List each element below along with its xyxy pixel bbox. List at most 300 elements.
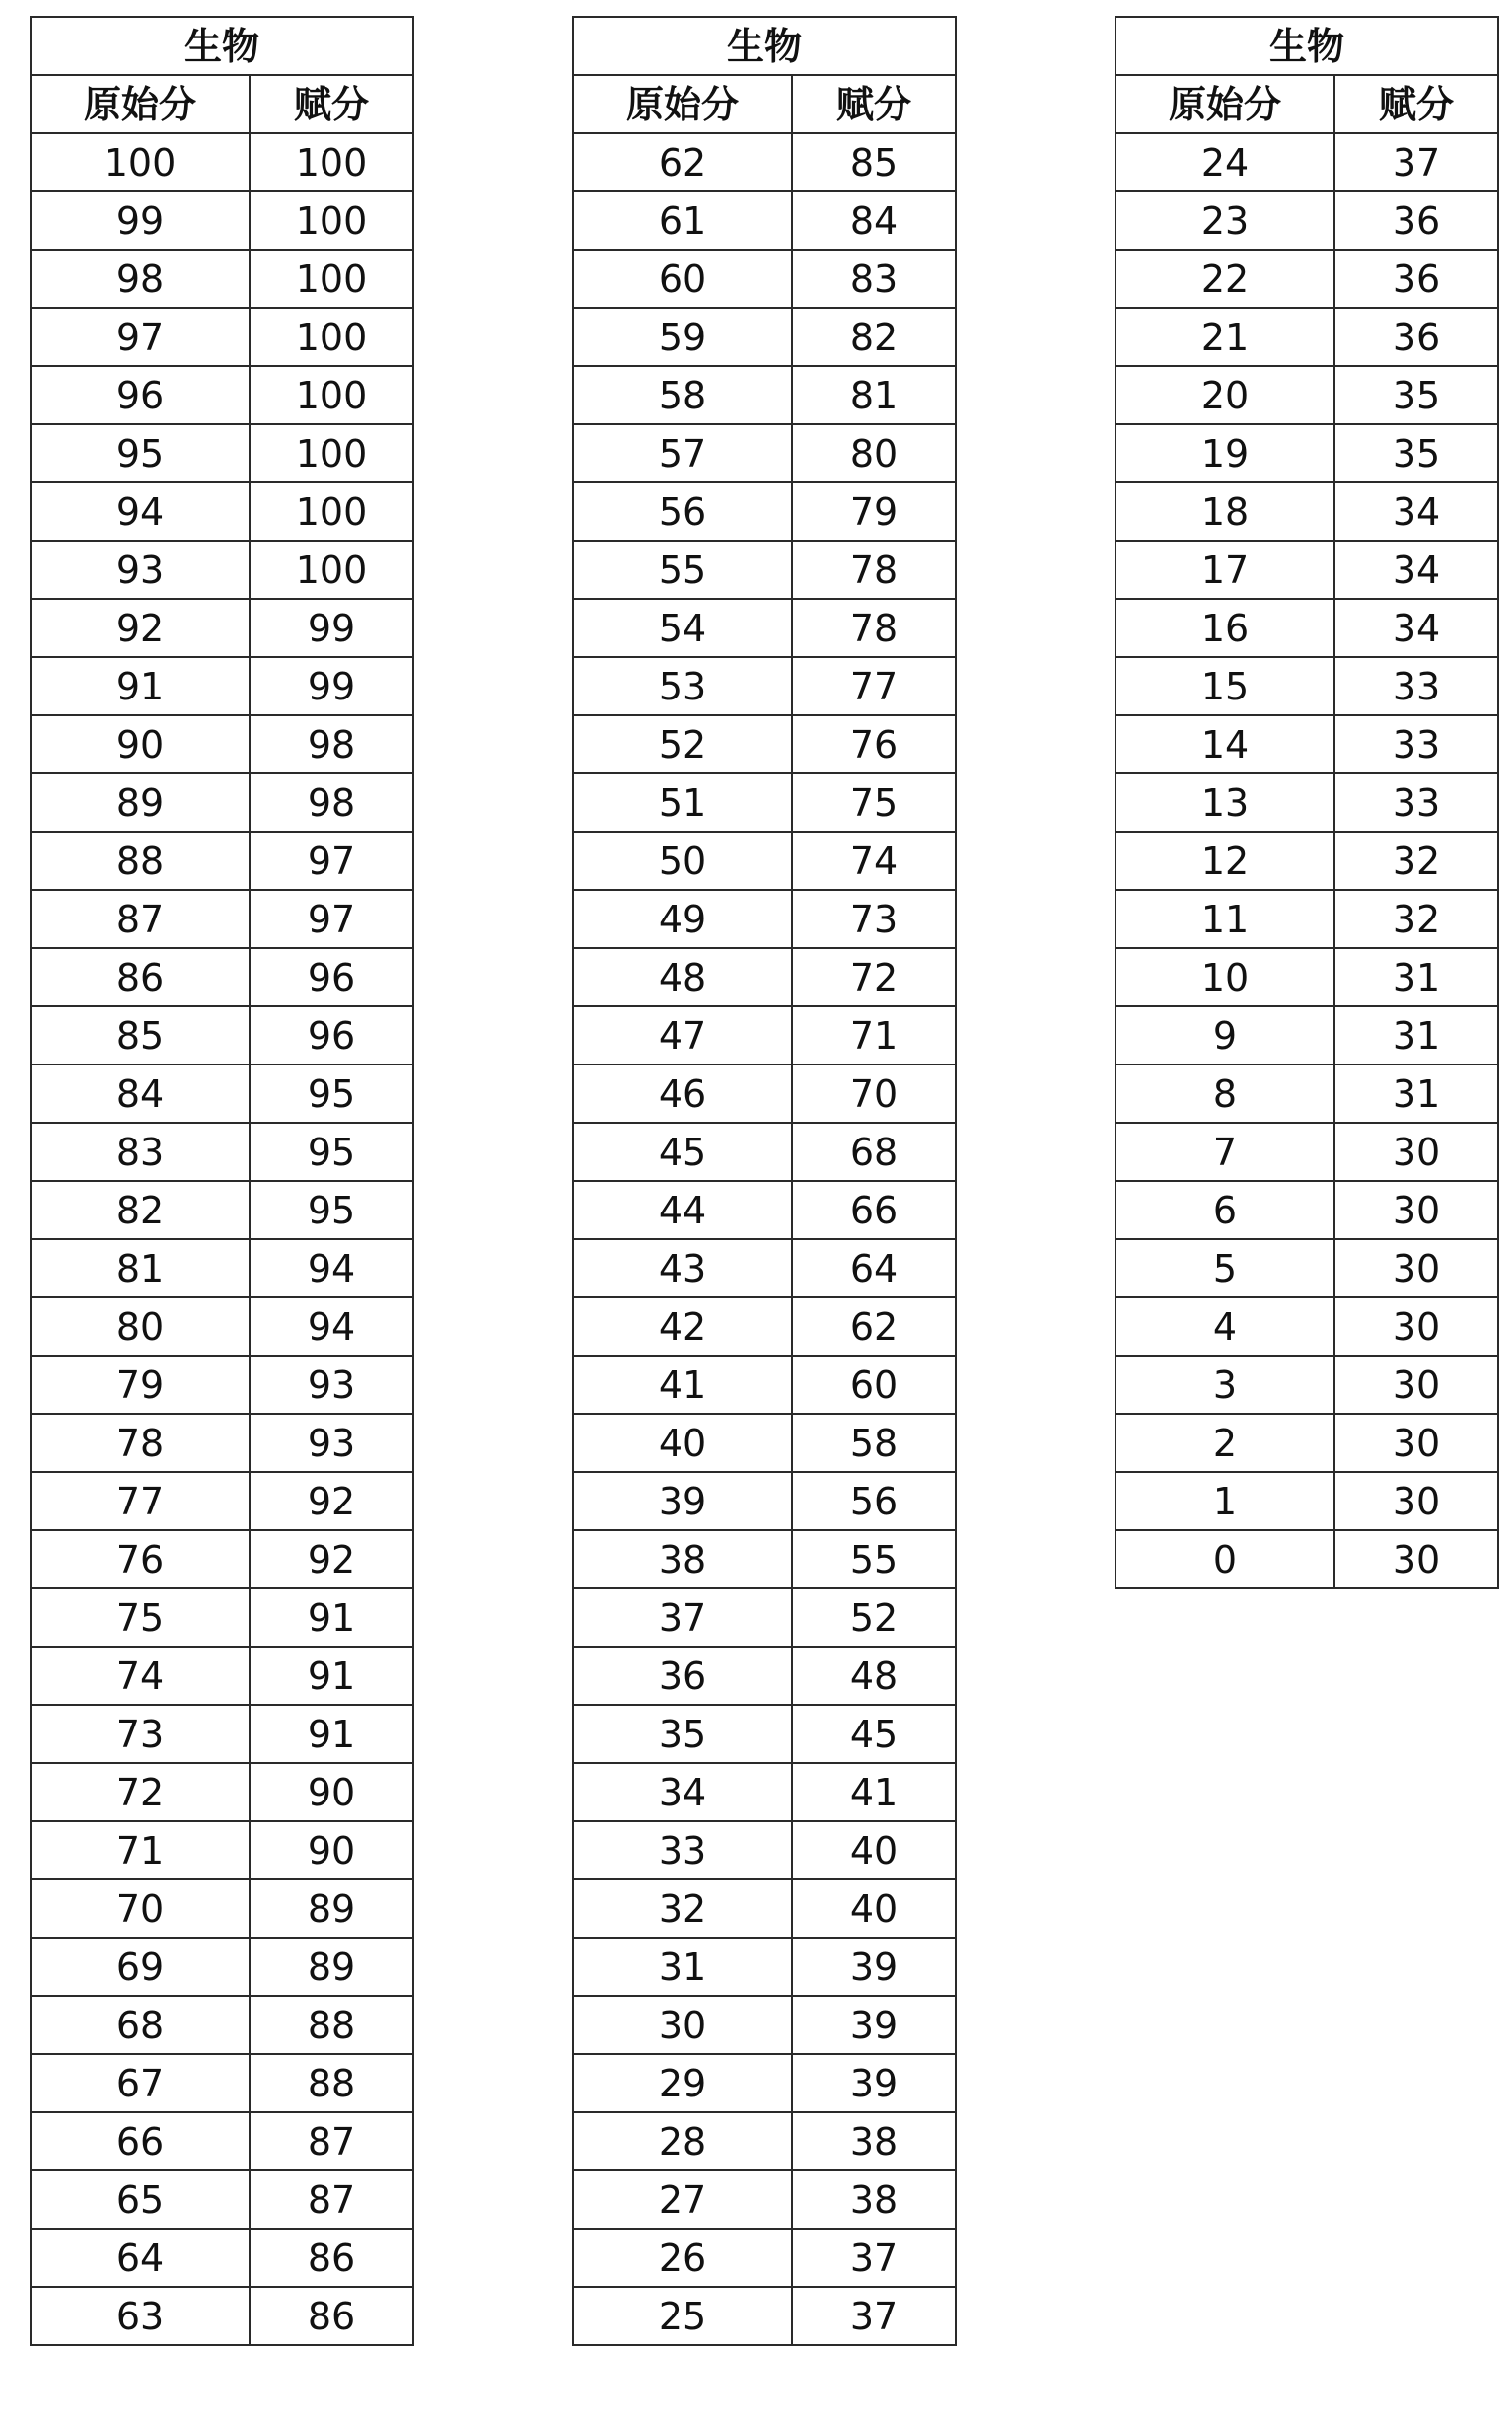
raw-score-cell: 76 [31,1530,250,1588]
assigned-score-cell: 36 [1334,250,1498,308]
table-row [573,2229,956,2287]
raw-score-cell: 78 [31,1414,250,1472]
raw-score-header: 原始分 [31,75,250,133]
assigned-score-cell: 86 [250,2229,413,2287]
raw-score-cell: 32 [573,1879,792,1938]
assigned-score-cell: 97 [250,832,413,890]
table-row [573,1472,956,1530]
table-row [31,832,413,890]
table-row [1116,948,1498,1006]
table-row [31,1414,413,1472]
table-row [31,1763,413,1821]
table-row [1116,890,1498,948]
raw-score-cell: 92 [31,599,250,657]
assigned-score-cell: 100 [250,191,413,250]
assigned-score-cell: 34 [1334,482,1498,541]
table-row [31,308,413,366]
raw-score-cell: 72 [31,1763,250,1821]
raw-score-cell: 89 [31,773,250,832]
table-row [1116,191,1498,250]
raw-score-cell: 93 [31,541,250,599]
assigned-score-cell: 30 [1334,1530,1498,1588]
raw-score-cell: 20 [1116,366,1334,424]
assigned-score-cell: 71 [792,1006,956,1065]
assigned-score-cell: 93 [250,1356,413,1414]
raw-score-cell: 74 [31,1647,250,1705]
table-row [31,657,413,715]
assigned-score-cell: 87 [250,2170,413,2229]
assigned-score-cell: 91 [250,1647,413,1705]
raw-score-cell: 13 [1116,773,1334,832]
assigned-score-cell: 52 [792,1588,956,1647]
assigned-score-cell: 41 [792,1763,956,1821]
assigned-score-cell: 96 [250,1006,413,1065]
raw-score-cell: 12 [1116,832,1334,890]
table-row [573,424,956,482]
raw-score-cell: 59 [573,308,792,366]
table-row [1116,1356,1498,1414]
assigned-score-cell: 81 [792,366,956,424]
assigned-score-cell: 33 [1334,657,1498,715]
score-table-3 [1115,16,1499,1589]
raw-score-cell: 26 [573,2229,792,2287]
assigned-score-cell: 95 [250,1065,413,1123]
raw-score-cell: 40 [573,1414,792,1472]
assigned-score-cell: 64 [792,1239,956,1297]
assigned-score-cell: 30 [1334,1239,1498,1297]
assigned-score-cell: 40 [792,1821,956,1879]
table-row [31,1705,413,1763]
assigned-score-cell: 32 [1334,890,1498,948]
raw-score-cell: 35 [573,1705,792,1763]
table-row [573,1996,956,2054]
assigned-score-cell: 78 [792,541,956,599]
raw-score-cell: 19 [1116,424,1334,482]
raw-score-cell: 91 [31,657,250,715]
table-row [31,1297,413,1356]
table-row [573,1588,956,1647]
table-row [573,1414,956,1472]
assigned-score-cell: 38 [792,2170,956,2229]
assigned-score-cell: 80 [792,424,956,482]
table-row [573,250,956,308]
raw-score-cell: 23 [1116,191,1334,250]
raw-score-cell: 1 [1116,1472,1334,1530]
raw-score-cell: 66 [31,2112,250,2170]
assigned-score-cell: 45 [792,1705,956,1763]
table-row [31,890,413,948]
raw-score-cell: 79 [31,1356,250,1414]
raw-score-cell: 61 [573,191,792,250]
raw-score-cell: 64 [31,2229,250,2287]
assigned-score-cell: 100 [250,250,413,308]
table-row [573,1647,956,1705]
raw-score-cell: 30 [573,1996,792,2054]
table-row [31,599,413,657]
raw-score-cell: 71 [31,1821,250,1879]
raw-score-cell: 18 [1116,482,1334,541]
assigned-score-cell: 87 [250,2112,413,2170]
raw-score-cell: 69 [31,1938,250,1996]
assigned-score-cell: 98 [250,715,413,773]
assigned-score-cell: 97 [250,890,413,948]
raw-score-cell: 27 [573,2170,792,2229]
assigned-score-cell: 95 [250,1123,413,1181]
table-row [573,657,956,715]
table-row [573,2054,956,2112]
table-row [573,1065,956,1123]
score-table-1 [30,16,414,2346]
assigned-score-cell: 31 [1334,948,1498,1006]
assigned-score-cell: 89 [250,1938,413,1996]
assigned-score-cell: 76 [792,715,956,773]
raw-score-cell: 3 [1116,1356,1334,1414]
assigned-score-cell: 78 [792,599,956,657]
assigned-score-cell: 34 [1334,541,1498,599]
assigned-score-cell: 89 [250,1879,413,1938]
assigned-score-cell: 31 [1334,1006,1498,1065]
table-row [573,948,956,1006]
table-row [573,1239,956,1297]
table-row [573,2170,956,2229]
table-row [31,1938,413,1996]
table-row [1116,133,1498,191]
assigned-score-cell: 100 [250,482,413,541]
assigned-score-cell: 93 [250,1414,413,1472]
raw-score-cell: 62 [573,133,792,191]
table-row [1116,366,1498,424]
table-row [31,191,413,250]
assigned-score-cell: 100 [250,424,413,482]
raw-score-cell: 49 [573,890,792,948]
raw-score-cell: 16 [1116,599,1334,657]
table-row [31,1065,413,1123]
raw-score-cell: 98 [31,250,250,308]
table-row [31,1181,413,1239]
table-row [1116,599,1498,657]
assigned-score-cell: 92 [250,1472,413,1530]
assigned-score-cell: 56 [792,1472,956,1530]
assigned-score-cell: 90 [250,1821,413,1879]
raw-score-cell: 4 [1116,1297,1334,1356]
table-row [573,191,956,250]
table-row [573,1356,956,1414]
raw-score-cell: 9 [1116,1006,1334,1065]
raw-score-cell: 7 [1116,1123,1334,1181]
assigned-score-cell: 74 [792,832,956,890]
assigned-score-cell: 30 [1334,1356,1498,1414]
table-row [31,1588,413,1647]
raw-score-cell: 45 [573,1123,792,1181]
raw-score-cell: 10 [1116,948,1334,1006]
raw-score-cell: 34 [573,1763,792,1821]
assigned-score-cell: 99 [250,599,413,657]
raw-score-cell: 70 [31,1879,250,1938]
subject-header: 生物 [1116,17,1498,75]
table-row [1116,250,1498,308]
table-row [31,133,413,191]
raw-score-cell: 97 [31,308,250,366]
raw-score-cell: 24 [1116,133,1334,191]
assigned-score-cell: 30 [1334,1297,1498,1356]
assigned-score-cell: 37 [792,2287,956,2345]
table-row [1116,773,1498,832]
raw-score-cell: 11 [1116,890,1334,948]
table-row [31,773,413,832]
raw-score-cell: 57 [573,424,792,482]
assigned-score-cell: 30 [1334,1472,1498,1530]
raw-score-cell: 68 [31,1996,250,2054]
assigned-score-cell: 66 [792,1181,956,1239]
raw-score-cell: 6 [1116,1181,1334,1239]
table-row [31,2170,413,2229]
assigned-score-cell: 55 [792,1530,956,1588]
assigned-score-cell: 77 [792,657,956,715]
raw-score-cell: 22 [1116,250,1334,308]
raw-score-cell: 58 [573,366,792,424]
raw-score-cell: 77 [31,1472,250,1530]
table-row [31,1530,413,1588]
raw-score-cell: 8 [1116,1065,1334,1123]
table-row [31,1821,413,1879]
raw-score-header: 原始分 [573,75,792,133]
assigned-score-cell: 70 [792,1065,956,1123]
assigned-score-cell: 91 [250,1588,413,1647]
assigned-score-cell: 85 [792,133,956,191]
raw-score-cell: 55 [573,541,792,599]
raw-score-cell: 53 [573,657,792,715]
table-row [31,424,413,482]
table-row [1116,424,1498,482]
table-row [31,1356,413,1414]
table-row [573,2112,956,2170]
assigned-score-cell: 88 [250,1996,413,2054]
assigned-score-cell: 36 [1334,308,1498,366]
assigned-score-cell: 39 [792,2054,956,2112]
assigned-score-header: 赋分 [250,75,413,133]
table-row [573,1006,956,1065]
raw-score-cell: 38 [573,1530,792,1588]
raw-score-cell: 42 [573,1297,792,1356]
table-row [573,1938,956,1996]
raw-score-cell: 87 [31,890,250,948]
table-row [31,1239,413,1297]
assigned-score-cell: 35 [1334,424,1498,482]
table-row [573,1879,956,1938]
raw-score-cell: 99 [31,191,250,250]
assigned-score-cell: 90 [250,1763,413,1821]
assigned-score-cell: 94 [250,1239,413,1297]
raw-score-cell: 41 [573,1356,792,1414]
raw-score-cell: 46 [573,1065,792,1123]
table-row [1116,657,1498,715]
subject-header: 生物 [31,17,413,75]
assigned-score-cell: 39 [792,1996,956,2054]
assigned-score-cell: 82 [792,308,956,366]
table-row [573,541,956,599]
assigned-score-cell: 88 [250,2054,413,2112]
raw-score-cell: 25 [573,2287,792,2345]
table-row [31,541,413,599]
raw-score-cell: 33 [573,1821,792,1879]
table-row [1116,832,1498,890]
table-row [31,1123,413,1181]
raw-score-cell: 85 [31,1006,250,1065]
assigned-score-cell: 72 [792,948,956,1006]
table-row [573,2287,956,2345]
assigned-score-cell: 37 [1334,133,1498,191]
assigned-score-cell: 98 [250,773,413,832]
table-row [1116,1181,1498,1239]
assigned-score-cell: 36 [1334,191,1498,250]
table-row [573,1297,956,1356]
assigned-score-cell: 40 [792,1879,956,1938]
raw-score-cell: 84 [31,1065,250,1123]
raw-score-cell: 17 [1116,541,1334,599]
table-row [31,366,413,424]
assigned-score-cell: 83 [792,250,956,308]
raw-score-cell: 36 [573,1647,792,1705]
raw-score-cell: 63 [31,2287,250,2345]
assigned-score-cell: 92 [250,1530,413,1588]
table-row [1116,482,1498,541]
assigned-score-cell: 100 [250,366,413,424]
raw-score-cell: 29 [573,2054,792,2112]
assigned-score-cell: 34 [1334,599,1498,657]
table-row [573,1705,956,1763]
raw-score-cell: 100 [31,133,250,191]
raw-score-cell: 0 [1116,1530,1334,1588]
assigned-score-cell: 60 [792,1356,956,1414]
assigned-score-cell: 37 [792,2229,956,2287]
table-row [1116,541,1498,599]
assigned-score-cell: 39 [792,1938,956,1996]
table-row [573,1763,956,1821]
table-row [31,482,413,541]
raw-score-cell: 60 [573,250,792,308]
assigned-score-cell: 100 [250,133,413,191]
assigned-score-cell: 94 [250,1297,413,1356]
table-row [573,1821,956,1879]
raw-score-cell: 94 [31,482,250,541]
table-row [1116,1006,1498,1065]
raw-score-cell: 5 [1116,1239,1334,1297]
table-row [31,2287,413,2345]
assigned-score-cell: 32 [1334,832,1498,890]
table-row [31,1996,413,2054]
raw-score-cell: 47 [573,1006,792,1065]
raw-score-cell: 50 [573,832,792,890]
table-row [31,1472,413,1530]
raw-score-cell: 75 [31,1588,250,1647]
raw-score-cell: 51 [573,773,792,832]
raw-score-cell: 81 [31,1239,250,1297]
table-row [1116,1297,1498,1356]
assigned-score-cell: 91 [250,1705,413,1763]
table-row [573,773,956,832]
raw-score-header: 原始分 [1116,75,1334,133]
table-row [1116,715,1498,773]
table-row [1116,1472,1498,1530]
table-row [31,1647,413,1705]
table-row [1116,1123,1498,1181]
assigned-score-cell: 84 [792,191,956,250]
table-row [573,366,956,424]
assigned-score-cell: 30 [1334,1181,1498,1239]
assigned-score-cell: 79 [792,482,956,541]
assigned-score-cell: 96 [250,948,413,1006]
table-row [573,1123,956,1181]
table-row [31,948,413,1006]
raw-score-cell: 39 [573,1472,792,1530]
table-row [573,832,956,890]
raw-score-cell: 86 [31,948,250,1006]
table-row [573,133,956,191]
raw-score-cell: 48 [573,948,792,1006]
raw-score-cell: 96 [31,366,250,424]
raw-score-cell: 15 [1116,657,1334,715]
assigned-score-cell: 33 [1334,715,1498,773]
raw-score-cell: 82 [31,1181,250,1239]
raw-score-cell: 52 [573,715,792,773]
raw-score-cell: 2 [1116,1414,1334,1472]
raw-score-cell: 83 [31,1123,250,1181]
assigned-score-header: 赋分 [792,75,956,133]
raw-score-cell: 90 [31,715,250,773]
raw-score-cell: 21 [1116,308,1334,366]
table-row [31,1879,413,1938]
table-row [1116,1239,1498,1297]
raw-score-cell: 67 [31,2054,250,2112]
table-row [31,2054,413,2112]
table-row [1116,1530,1498,1588]
assigned-score-cell: 38 [792,2112,956,2170]
raw-score-cell: 31 [573,1938,792,1996]
assigned-score-cell: 100 [250,308,413,366]
raw-score-cell: 37 [573,1588,792,1647]
assigned-score-cell: 58 [792,1414,956,1472]
assigned-score-cell: 35 [1334,366,1498,424]
table-row [573,1181,956,1239]
table-row [31,2229,413,2287]
table-row [31,250,413,308]
assigned-score-cell: 100 [250,541,413,599]
table-row [1116,1065,1498,1123]
subject-header: 生物 [573,17,956,75]
assigned-score-cell: 31 [1334,1065,1498,1123]
table-row [31,715,413,773]
assigned-score-cell: 95 [250,1181,413,1239]
table-row [573,308,956,366]
table-row [573,599,956,657]
assigned-score-cell: 86 [250,2287,413,2345]
assigned-score-cell: 30 [1334,1123,1498,1181]
raw-score-cell: 28 [573,2112,792,2170]
assigned-score-cell: 48 [792,1647,956,1705]
raw-score-cell: 54 [573,599,792,657]
assigned-score-cell: 62 [792,1297,956,1356]
assigned-score-cell: 73 [792,890,956,948]
table-row [31,1006,413,1065]
raw-score-cell: 56 [573,482,792,541]
raw-score-cell: 43 [573,1239,792,1297]
raw-score-cell: 88 [31,832,250,890]
raw-score-cell: 80 [31,1297,250,1356]
raw-score-cell: 14 [1116,715,1334,773]
table-row [573,890,956,948]
raw-score-cell: 65 [31,2170,250,2229]
table-row [573,1530,956,1588]
